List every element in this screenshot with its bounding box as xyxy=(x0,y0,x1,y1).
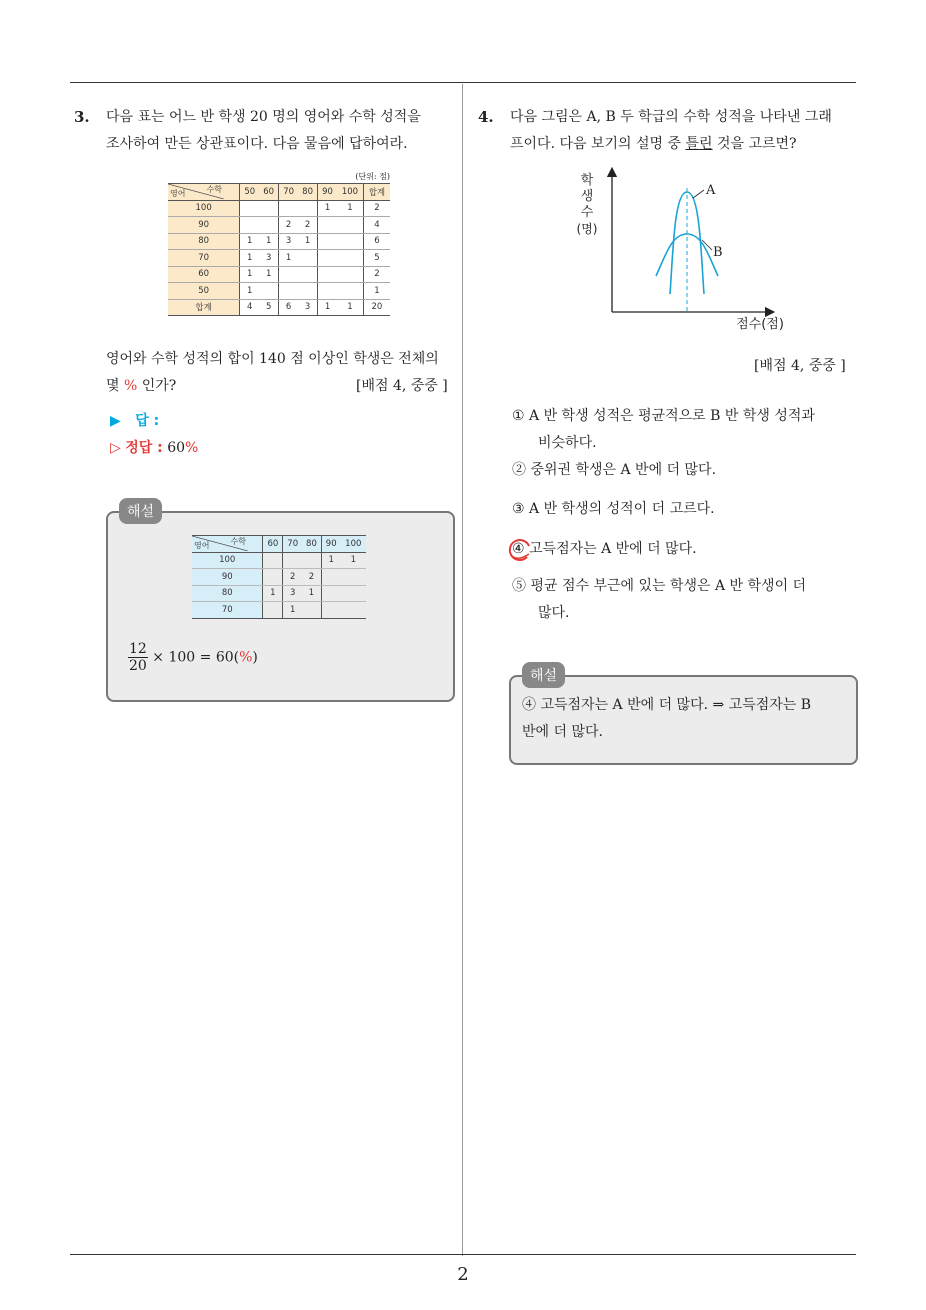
column-divider xyxy=(462,84,463,1256)
series-b-label: B xyxy=(713,245,723,260)
table-cell xyxy=(318,283,337,300)
table-cell: 1 xyxy=(240,266,259,283)
table-cell: 1 xyxy=(337,200,363,217)
q4-text-post: 것을 고르면? xyxy=(716,136,797,152)
q4-number: 4. xyxy=(478,108,494,126)
table-cell xyxy=(263,569,283,586)
row-label: 80 xyxy=(168,233,240,250)
y-label-char-3: 수 xyxy=(580,205,594,220)
answer-arrow-icon: ▶ xyxy=(110,413,121,429)
q3-explanation-table xyxy=(192,535,366,619)
q4-choice-1[interactable] xyxy=(512,403,815,457)
choice-1-text-2: 비슷하다. xyxy=(538,435,597,451)
column-header: 60 xyxy=(263,536,283,553)
table-cell xyxy=(279,283,298,300)
column-header: 90 xyxy=(318,184,337,201)
column-header: 80 xyxy=(302,536,321,553)
table-row xyxy=(168,266,390,283)
choice-3-mark: ③ xyxy=(512,501,525,517)
choice-3-text: A 반 학생의 성적이 더 고르다. xyxy=(529,501,715,517)
table-cell xyxy=(263,602,283,619)
table-cell: 3 xyxy=(279,233,298,250)
table-cell: 3 xyxy=(298,299,317,316)
table-cell: 2 xyxy=(283,569,302,586)
q3-table-grid xyxy=(168,183,390,316)
q4-text-underlined: 틀린 xyxy=(685,136,713,152)
table-row xyxy=(168,250,390,267)
q3-expl-header-row xyxy=(192,536,366,553)
row-label: 80 xyxy=(192,585,263,602)
table-cell: 20 xyxy=(363,299,390,316)
q3-explanation-formula xyxy=(128,641,258,674)
q4-choice-4[interactable] xyxy=(512,536,697,563)
q3-sub-unit: % xyxy=(123,378,138,394)
table-cell xyxy=(240,217,259,234)
table-cell xyxy=(337,250,363,267)
fraction xyxy=(128,641,148,674)
table-cell: 1 xyxy=(259,233,278,250)
top-rule xyxy=(70,82,856,83)
table-cell: 1 xyxy=(318,200,337,217)
table-row xyxy=(168,217,390,234)
table-cell xyxy=(318,266,337,283)
q3-number: 3. xyxy=(74,108,90,126)
q4-expl-line2: 반에 더 많다. xyxy=(522,724,603,740)
table-cell xyxy=(318,250,337,267)
series-a-label: A xyxy=(706,183,716,198)
label-a-leader xyxy=(693,190,704,198)
row-label: 70 xyxy=(192,602,263,619)
q3-text-line1: 다음 표는 어느 반 학생 20 명의 영어와 수학 성적을 xyxy=(106,109,421,125)
table-cell xyxy=(341,602,366,619)
table-cell xyxy=(321,585,340,602)
row-label: 60 xyxy=(168,266,240,283)
table-cell: 3 xyxy=(259,250,278,267)
table-cell: 5 xyxy=(363,250,390,267)
q3-expl-row-axis: 영어 xyxy=(194,541,210,551)
row-label: 90 xyxy=(192,569,263,586)
choice-1-text: A 반 학생 성적은 평균적으로 B 반 학생 성적과 xyxy=(529,408,815,424)
table-cell: 1 xyxy=(318,299,337,316)
table-cell: 6 xyxy=(363,233,390,250)
q4-text-pre: 프이다. 다음 보기의 설명 중 xyxy=(510,136,682,152)
formula-close: ) xyxy=(252,649,258,666)
column-header: 60 xyxy=(259,184,278,201)
q3-text-line2: 조사하여 만든 상관표이다. 다음 물음에 답하여라. xyxy=(106,136,408,152)
table-cell: 1 xyxy=(337,299,363,316)
table-cell: 4 xyxy=(363,217,390,234)
q3-expl-table-grid xyxy=(192,535,366,619)
column-header: 50 xyxy=(240,184,259,201)
q3-correct-answer xyxy=(110,437,198,457)
column-header: 90 xyxy=(321,536,340,553)
q3-correct-value: 60 xyxy=(167,440,186,456)
table-row xyxy=(192,569,366,586)
table-row xyxy=(168,233,390,250)
q4-text-line2 xyxy=(510,131,832,158)
row-label: 합계 xyxy=(168,299,240,316)
fraction-numerator: 12 xyxy=(129,641,147,657)
bottom-rule xyxy=(70,1254,856,1255)
table-cell: 1 xyxy=(363,283,390,300)
table-cell xyxy=(302,552,321,569)
table-cell xyxy=(337,266,363,283)
row-label: 100 xyxy=(168,200,240,217)
table-cell: 1 xyxy=(283,602,302,619)
choice-4-mark-wrap xyxy=(512,541,529,557)
table-cell xyxy=(341,585,366,602)
choice-5-text: 평균 점수 부근에 있는 학생은 A 반 학생이 더 xyxy=(530,578,807,594)
q3-text xyxy=(106,104,421,158)
q4-explanation-text xyxy=(522,692,811,746)
q3-correct-label: 정답 : xyxy=(125,440,163,456)
q3-explanation-tag: 해설 xyxy=(119,498,162,524)
table-cell xyxy=(298,250,317,267)
table-cell: 1 xyxy=(279,250,298,267)
formula-body: × 100 = 60( xyxy=(152,649,240,666)
row-label: 50 xyxy=(168,283,240,300)
q3-sub-line1: 영어와 수학 성적의 합이 140 점 이상인 학생은 전체의 xyxy=(106,351,439,367)
page-number: 2 xyxy=(457,1264,469,1285)
table-cell: 1 xyxy=(259,266,278,283)
table-cell: 3 xyxy=(283,585,302,602)
table-cell xyxy=(318,233,337,250)
table-cell: 2 xyxy=(302,569,321,586)
table-cell xyxy=(302,602,321,619)
row-label: 90 xyxy=(168,217,240,234)
table-cell xyxy=(298,200,317,217)
table-cell xyxy=(298,283,317,300)
q3-table-header-row xyxy=(168,184,390,201)
q3-sub-pre: 몇 xyxy=(106,378,120,394)
table-cell: 1 xyxy=(298,233,317,250)
curve-a xyxy=(670,192,704,294)
table-cell xyxy=(283,552,302,569)
table-cell: 1 xyxy=(302,585,321,602)
table-cell xyxy=(337,233,363,250)
q3-expl-col-axis: 수학 xyxy=(230,537,246,547)
q4-choice-3[interactable] xyxy=(512,496,715,523)
table-cell xyxy=(321,602,340,619)
q4-text xyxy=(510,104,832,158)
table-cell: 1 xyxy=(263,585,283,602)
q4-text-line1: 다음 그림은 A, B 두 학급의 수학 성적을 나타낸 그래 xyxy=(510,109,832,125)
fraction-denominator: 20 xyxy=(129,658,147,674)
choice-5-mark: ⑤ xyxy=(512,578,526,594)
table-cell xyxy=(263,552,283,569)
table-cell: 2 xyxy=(298,217,317,234)
q3-expl-corner xyxy=(192,536,263,553)
table-row xyxy=(168,200,390,217)
q4-explanation-tag: 해설 xyxy=(522,662,565,688)
row-label: 70 xyxy=(168,250,240,267)
table-cell: 6 xyxy=(279,299,298,316)
table-cell xyxy=(337,217,363,234)
q3-meta: [배점 4, 중중 ] xyxy=(356,378,448,394)
q3-col-axis-label: 수학 xyxy=(206,185,222,195)
choice-1-mark: ① xyxy=(512,408,525,424)
table-row xyxy=(168,283,390,300)
table-cell xyxy=(240,200,259,217)
table-cell: 1 xyxy=(341,552,366,569)
table-row xyxy=(168,299,390,316)
row-label: 100 xyxy=(192,552,263,569)
choice-4-mark: ④ xyxy=(512,541,525,557)
table-cell: 1 xyxy=(240,283,259,300)
table-row xyxy=(192,585,366,602)
y-label-char-2: 생 xyxy=(580,189,594,204)
table-row xyxy=(192,552,366,569)
table-cell: 4 xyxy=(240,299,259,316)
correct-arrow-icon: ▷ xyxy=(110,440,121,456)
q3-row-axis-label: 영어 xyxy=(170,189,186,199)
y-label-char-1: 학 xyxy=(580,173,594,188)
table-cell xyxy=(259,200,278,217)
table-cell: 2 xyxy=(363,266,390,283)
q3-sub-post: 인가? xyxy=(141,378,177,394)
table-cell: 1 xyxy=(240,250,259,267)
table-cell xyxy=(279,266,298,283)
q4-distribution-chart xyxy=(560,166,800,336)
q3-answer-label: 답 : xyxy=(135,413,160,429)
table-row xyxy=(192,602,366,619)
table-cell: 2 xyxy=(279,217,298,234)
q4-expl-line1: ④ 고득점자는 A 반에 더 많다. ⇒ 고득점자는 B xyxy=(522,697,812,713)
y-label-char-4: (명) xyxy=(576,222,598,236)
column-header: 100 xyxy=(337,184,363,201)
table-cell: 2 xyxy=(363,200,390,217)
table-cell xyxy=(298,266,317,283)
q4-choice-2[interactable] xyxy=(512,457,716,484)
choice-5-text-2: 많다. xyxy=(538,605,570,621)
column-header: 합계 xyxy=(363,184,390,201)
table-cell: 5 xyxy=(259,299,278,316)
q3-answer-line xyxy=(110,410,159,430)
table-cell: 1 xyxy=(240,233,259,250)
column-header: 80 xyxy=(298,184,317,201)
choice-4-text: 고득점자는 A 반에 더 많다. xyxy=(529,541,697,557)
choice-2-text: 중위권 학생은 A 반에 더 많다. xyxy=(530,462,717,478)
formula-unit: % xyxy=(239,649,253,666)
column-header: 70 xyxy=(283,536,302,553)
table-cell xyxy=(259,217,278,234)
answer-circle-icon xyxy=(507,537,533,563)
table-cell xyxy=(259,283,278,300)
q3-correlation-table xyxy=(168,171,390,316)
x-axis-label: 점수(점) xyxy=(736,317,784,332)
choice-2-mark: ② xyxy=(512,462,526,478)
q3-table-corner xyxy=(168,184,240,201)
table-cell: 1 xyxy=(321,552,340,569)
table-cell xyxy=(321,569,340,586)
table-cell xyxy=(341,569,366,586)
column-header: 100 xyxy=(341,536,366,553)
table-cell xyxy=(318,217,337,234)
table-cell xyxy=(279,200,298,217)
q3-correct-unit: % xyxy=(185,440,199,456)
column-header: 70 xyxy=(279,184,298,201)
q3-table-unit: (단위: 점) xyxy=(355,172,390,181)
q4-choice-5[interactable] xyxy=(512,573,806,627)
table-cell xyxy=(337,283,363,300)
q4-meta: [배점 4, 중중 ] xyxy=(754,358,846,374)
